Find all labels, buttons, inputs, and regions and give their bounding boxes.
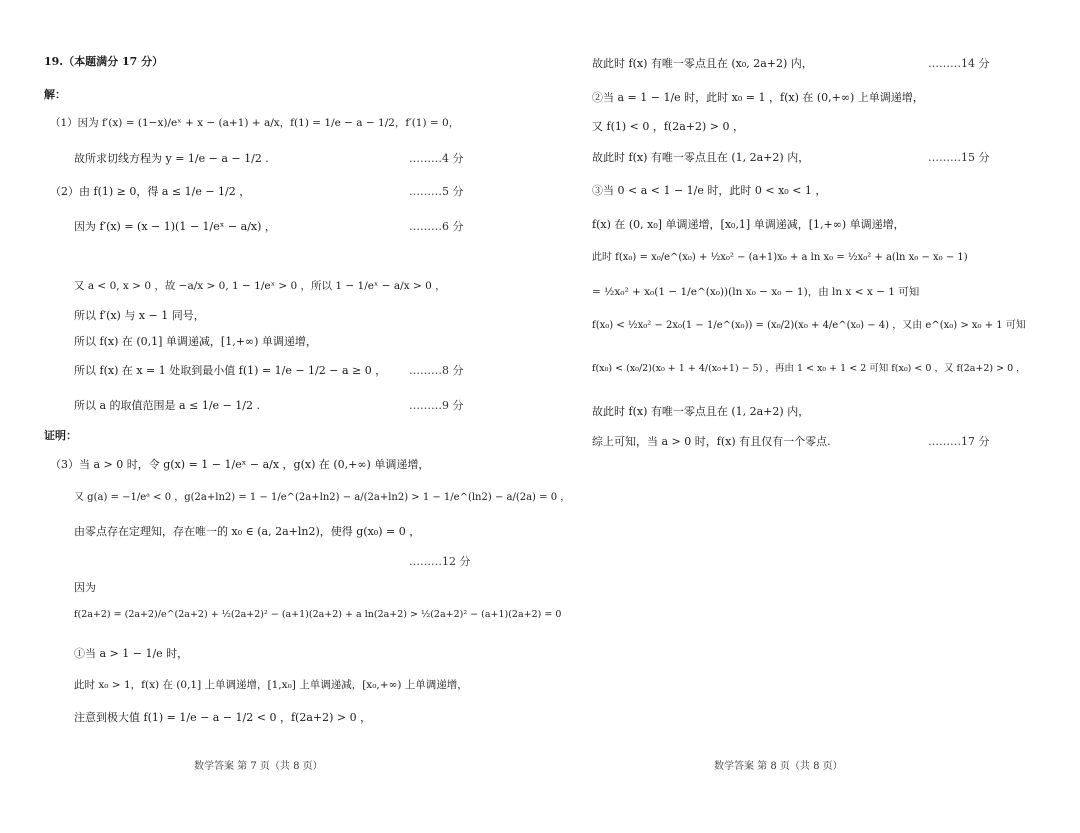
- case3-fx0-rewrite-line: = ½x₀² + x₀(1 − 1/e^(x₀))(ln x₀ − x₀ − 1)，由 ln x < x − 1 可知: [592, 286, 920, 298]
- score-marker-9: ………9 分: [409, 399, 464, 412]
- case3-condition-line: ③当 0 < a < 1 − 1/e 时，此时 0 < x₀ < 1 ，: [592, 184, 827, 197]
- tangent-line-equation: 故所求切线方程为 y = 1/e − a − 1/2 .: [74, 152, 269, 165]
- part3-f-value-line: f(2a+2) = (2a+2)/e^(2a+2) + ½(2a+2)² − (a+1)(2a+2) + a ln(2a+2) > ½(2a+2)² − (a+1)(2a+2) = 0: [74, 609, 562, 620]
- case3-conclusion-line: 故此时 f(x) 有唯一零点且在 (1, 2a+2) 内，: [592, 405, 810, 418]
- case2-condition-line: ②当 a = 1 − 1/e 时，此时 x₀ = 1 ，f(x) 在 (0,+∞) 上单调递增，: [592, 91, 924, 104]
- part3-because-line: 因为: [74, 581, 96, 594]
- final-conclusion-line: 综上可知，当 a > 0 时，f(x) 有且仅有一个零点.: [592, 435, 831, 448]
- proof-label: 证明：: [44, 429, 77, 442]
- case3-inequality-line: f(x₀) < ½x₀² − 2x₀(1 − 1/e^(x₀)) = (x₀/2)(x₀ + 4/e^(x₀) − 4) ，又由 e^(x₀) > x₀ + 1 可知: [592, 320, 1026, 331]
- part3-zero-theorem-line: 由零点存在定理知，存在唯一的 x₀ ∈ (a, 2a+ln2)，使得 g(x₀) = 0 ，: [74, 525, 421, 538]
- part2-monotonic-line: 所以 f(x) 在 (0,1] 单调递减，[1,+∞) 单调递增，: [74, 335, 317, 348]
- score-marker-8: ………8 分: [409, 364, 464, 377]
- part2-minimum-line: 所以 f(x) 在 x = 1 处取到最小值 f(1) = 1/e − 1/2 − a ≥ 0 ，: [74, 364, 387, 377]
- score-marker-4: ………4 分: [409, 152, 464, 165]
- part2-condition-line: （2）由 f(1) ≥ 0，得 a ≤ 1/e − 1/2 ，: [50, 185, 251, 198]
- case2-conclusion-line: 故此时 f(x) 有唯一零点且在 (1, 2a+2) 内，: [592, 151, 810, 164]
- page-footer-right: 数学答案 第 8 页（共 8 页）: [714, 761, 843, 772]
- part2-sign-line: 又 a < 0, x > 0 ，故 −a/x > 0, 1 − 1/eˣ > 0 ，所以 1 − 1/eˣ − a/x > 0 ，: [74, 280, 446, 292]
- part3-g-definition-line: （3）当 a > 0 时，令 g(x) = 1 − 1/eˣ − a/x ，g(x) 在 (0,+∞) 单调递增，: [50, 458, 430, 471]
- case1-condition-line: ①当 a > 1 − 1/e 时，: [74, 647, 189, 660]
- score-marker-15: ………15 分: [928, 151, 990, 164]
- page-footer-left: 数学答案 第 7 页（共 8 页）: [194, 761, 323, 772]
- case2-values-line: 又 f(1) < 0 ，f(2a+2) > 0 ，: [592, 120, 744, 133]
- case3-fx0-line: 此时 f(x₀) = x₀/e^(x₀) + ½x₀² − (a+1)x₀ + a ln x₀ = ½x₀² + a(ln x₀ − x₀ − 1): [592, 252, 968, 263]
- score-marker-12: ………12 分: [409, 555, 471, 568]
- case1-maximum-line: 注意到极大值 f(1) = 1/e − a − 1/2 < 0 ，f(2a+2) > 0 ，: [74, 711, 372, 724]
- score-marker-5: ………5 分: [409, 185, 464, 198]
- part2-derivative-factor-line: 因为 f′(x) = (x − 1)(1 − 1/eˣ − a/x) ，: [74, 220, 276, 233]
- part3-g-values-line: 又 g(a) = −1/eᵃ < 0 ，g(2a+ln2) = 1 − 1/e^(2a+ln2) − a/(2a+ln2) > 1 − 1/e^(ln2) − a/(2a) = 0 ，: [74, 492, 571, 503]
- case1-conclusion-line: 故此时 f(x) 有唯一零点且在 (x₀, 2a+2) 内，: [592, 57, 813, 70]
- score-marker-14: ………14 分: [928, 57, 990, 70]
- score-marker-17: ………17 分: [928, 435, 990, 448]
- part2-range-line: 所以 a 的取值范围是 a ≤ 1/e − 1/2 .: [74, 399, 260, 412]
- case3-monotonic-line: f(x) 在 (0, x₀] 单调递增，[x₀,1] 单调递减，[1,+∞) 单调递增，: [592, 218, 905, 231]
- right-page: [540, 0, 1080, 833]
- solution-label: 解：: [44, 88, 66, 101]
- part2-same-sign-line: 所以 f′(x) 与 x − 1 同号，: [74, 309, 205, 322]
- case1-monotonic-line: 此时 x₀ > 1，f(x) 在 (0,1] 上单调递增，[1,x₀] 上单调递减，[x₀,+∞) 上单调递增，: [74, 679, 468, 691]
- case3-bound-line: f(x₀) < (x₀/2)(x₀ + 1 + 4/(x₀+1) − 5) ，再由 1 < x₀ + 1 < 2 可知 f(x₀) < 0 ，又 f(2a+2) > 0 ，: [592, 363, 1026, 374]
- question-heading: 19.（本题满分 17 分）: [44, 55, 164, 68]
- score-marker-6: ………6 分: [409, 220, 464, 233]
- part1-derivative-line: （1）因为 f′(x) = (1−x)/eˣ + x − (a+1) + a/x，f(1) = 1/e − a − 1/2，f′(1) = 0，: [50, 117, 460, 129]
